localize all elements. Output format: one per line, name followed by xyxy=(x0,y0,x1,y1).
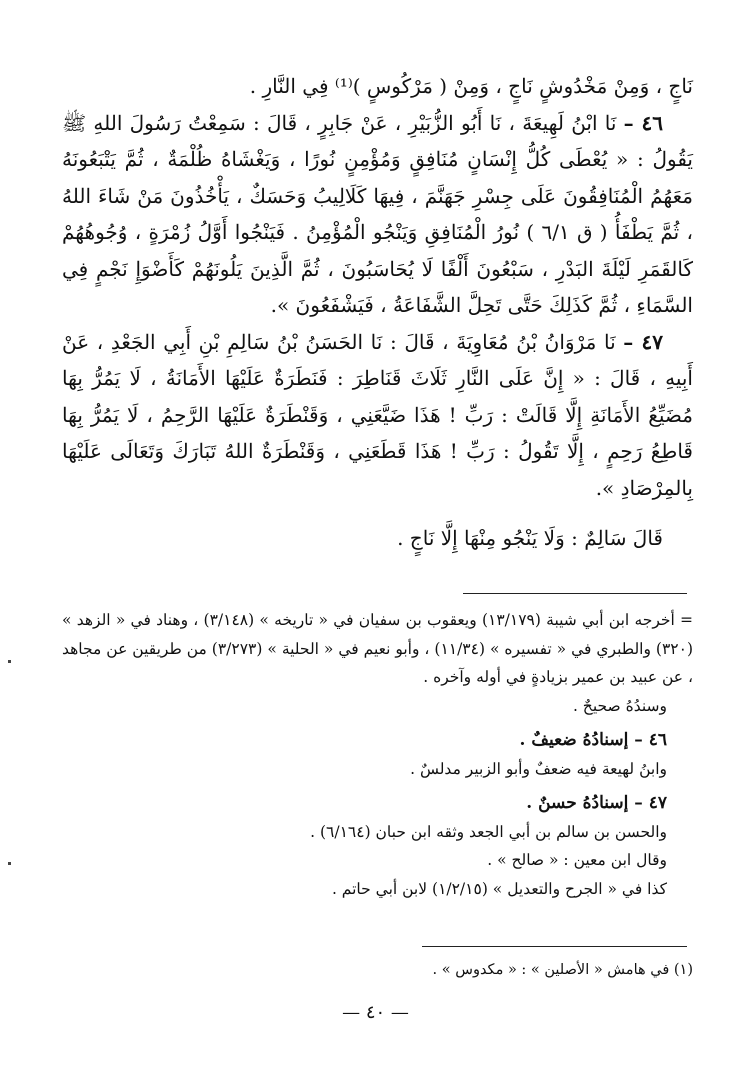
commentary-notes xyxy=(62,606,693,903)
closing-line: قَالَ سَالِمٌ : وَلَا يَنْجُو مِنْهَا إِلَّا نَاجٍ . xyxy=(397,526,663,550)
hadith-46 xyxy=(62,105,693,324)
scan-mark xyxy=(8,660,11,663)
scan-mark xyxy=(8,862,11,865)
note-47-detail-2: وقال ابن معين : « صالح » . xyxy=(487,851,667,869)
hadith-47-number: ٤٧ – xyxy=(623,329,664,354)
main-text xyxy=(62,68,693,557)
hadith-47 xyxy=(62,324,693,507)
note-heading-47: ٤٧ – إسنادُهُ حسنٌ . xyxy=(526,793,667,813)
note-46-detail: وابنُ لهيعة فيه ضعفٌ وأبو الزبير مدلسٌ . xyxy=(410,759,667,778)
page-number: — ٤٠ — xyxy=(342,1002,409,1023)
continuation-line: نَاجٍ ، وَمِنْ مَخْدُوشٍ نَاجٍ ، وَمِنْ ( مَرْكُوسٍ )⁽¹⁾ فِي النَّارِ . xyxy=(249,74,693,98)
footnote-divider xyxy=(422,946,687,947)
note-heading-46: ٤٦ – إسنادُهُ ضعيفٌ . xyxy=(519,730,667,750)
hadith-46-number: ٤٦ – xyxy=(623,110,663,135)
notes-divider xyxy=(463,593,687,594)
hadith-47-text: نَا مَرْوَانُ بْنُ مُعَاوِيَةَ ، قَالَ : نَا الحَسَنُ بْنُ سَالِمِ بْنِ أَبِي الجَعْدِ ، عَنْ أَبِيهِ ، قَالَ : « إِنَّ عَلَى النَّارِ ثَلَاثَ قَنَاطِرَ : فَنَطَرَةٌ عَلَيْهَا الأَمَانَةُ ، لَا يَمُرُّ بِهَا مُضَيِّعُ الأَمَانَةِ إِلَّا قَالَتْ : رَبِّ ! هَذَا ضَيَّعَنِي ، وَقَنْطَرَةٌ عَلَيْهَا الرَّحِمُ ، لَا يَمُرُّ بِهَا قَاطِعُ رَحِمٍ ، إِلَّا تَقُولُ : رَبِّ ! هَذَا قَطَعَنِي ، وَقَنْطَرَةٌ اللهُ تَبَارَكَ وَتَعَالَى عَلَيْهَا بِالمِرْصَادِ ». xyxy=(62,329,693,500)
hadith-46-text: نَا ابْنُ لَهِيعَةَ ، نَا أَبُو الزُّبَيْرِ ، عَنْ جَابِرٍ ، قَالَ : سَمِعْتُ رَسُولَ اللهِ ﷺ يَقُولُ : « يُعْطَى كُلُّ إِنْسَانٍ مُنَافِقٍ وَمُؤْمِنٍ نُورًا ، وَيَغْشَاهُ ظُلْمَةٌ ، ثُمَّ يَتْبَعُونَهُ مَعَهُمُ الْمُنَافِقُونَ عَلَى جِسْرِ جَهَنَّمَ ، فِيهَا كَلَالِيبُ وَحَسَكٌ ، يَأْخُذُونَ مَنْ شَاءَ اللهُ ، ثُمَّ يَطْفَأُ ( ق ٦/١ ) نُورُ الْمُنَافِقِ وَيَنْجُو الْمُؤْمِنُ . فَيَنْجُوا أَوَّلُ زُمْرَةٍ ، وُجُوهُهُمْ كَالقَمَرِ لَيْلَةَ البَدْرِ ، سَبْعُونَ أَلْفًا لَا يُحَاسَبُونَ ، ثُمَّ الَّذِينَ يَلُونَهُمْ كَأَضْوَإِ نَجْمٍ فِي السَّمَاءِ ، ثُمَّ كَذَلِكَ حَتَّى تَحِلَّ الشَّفَاعَةُ ، فَيَشْفَعُونَ ». xyxy=(62,110,693,317)
note-sources: = أخرجه ابن أبي شيبة (١٣/١٧٩) ويعقوب بن سفيان في « تاريخه » (٣/١٤٨) ، وهناد في « الزهد » (٣٢٠) والطبري في « تفسيره » (١١/٣٤) ، وأبو نعيم في « الحلية » (٣/٢٧٣) من طريقين عن مجاهد ، عن عبيد بن عمير بزيادةٍ في أوله وآخره . xyxy=(62,611,694,686)
note-47-detail-3: كذا في « الجرح والتعديل » (١/٢/١٥) لابن أبي حاتم . xyxy=(331,879,667,898)
note-isnad-sahih: وسندُهُ صحيحٌ . xyxy=(572,696,667,715)
footnote: (١) في هامش « الأصلين » : « مكدوس » . xyxy=(432,962,693,978)
note-47-detail-1: والحسن بن سالم بن أبي الجعد وثقه ابن حبان (٦/١٦٤) . xyxy=(310,822,667,841)
